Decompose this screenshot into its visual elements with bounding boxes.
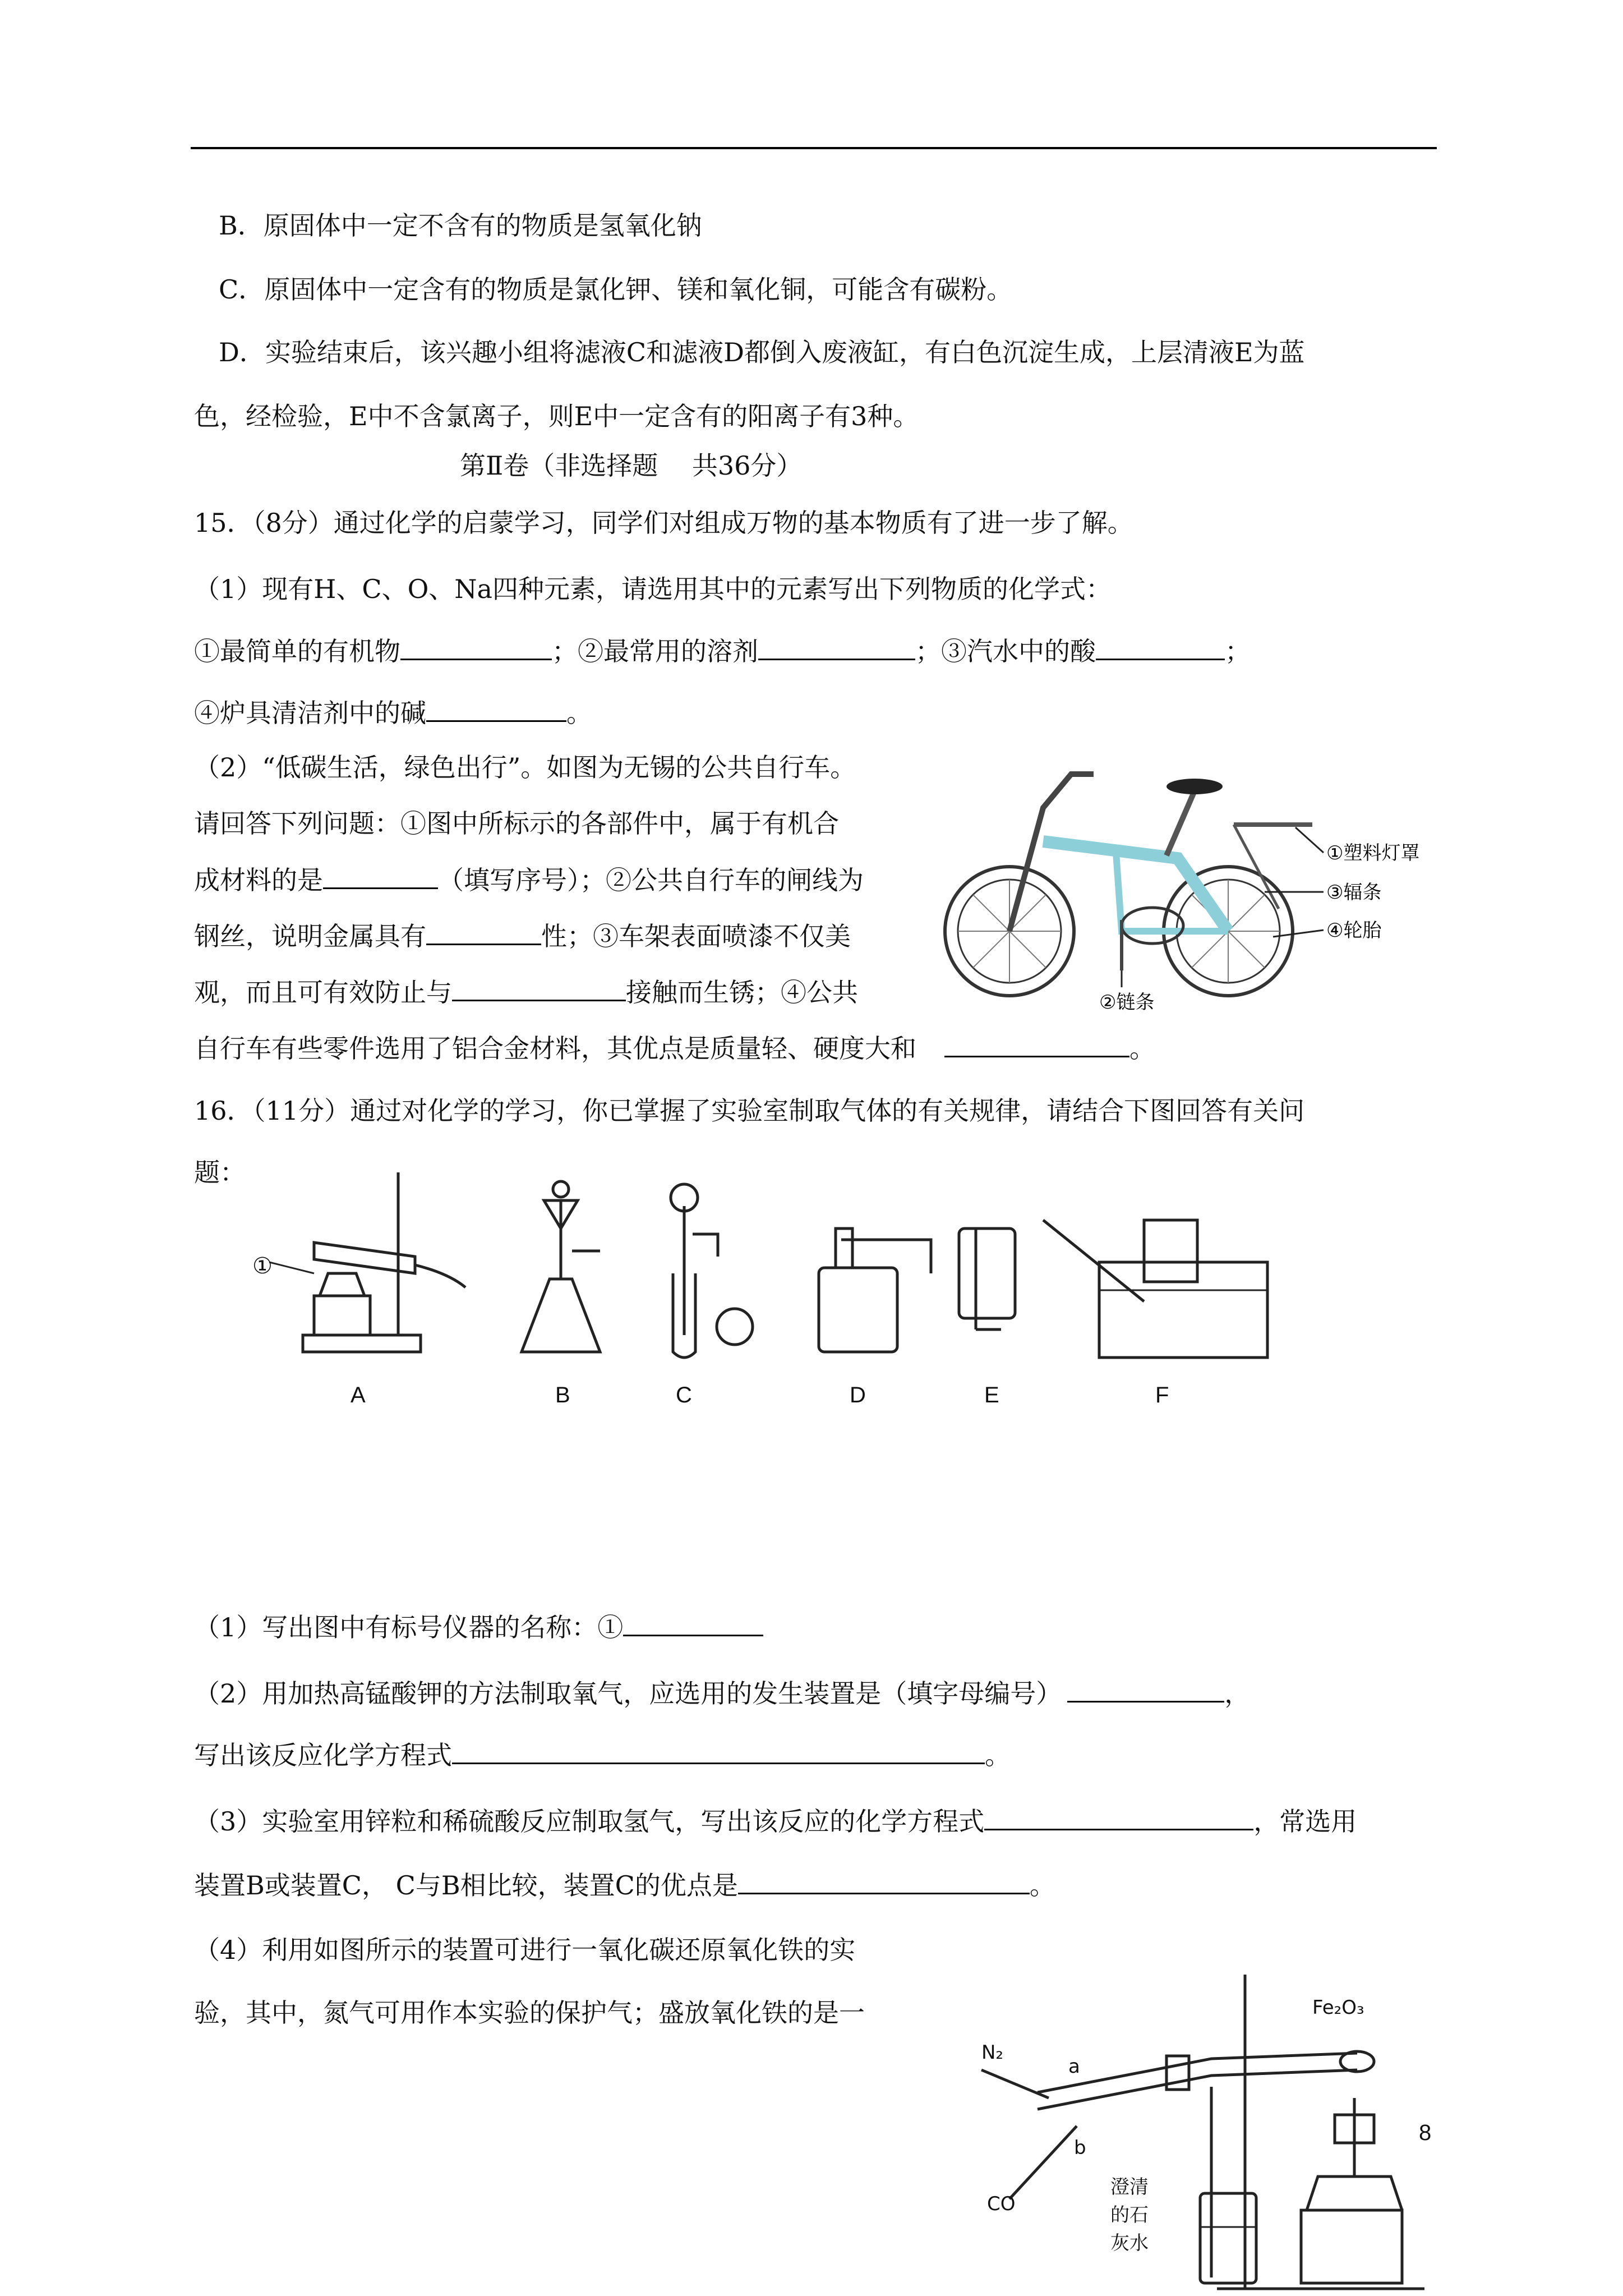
answer-blank[interactable] (944, 1031, 1129, 1057)
answer-blank[interactable] (1067, 1676, 1224, 1703)
q14-option-d-line2: 色，经检验，E中不含氯离子，则E中一定含有的阳离子有3种。 (194, 401, 919, 431)
co-label-n2: N₂ (981, 2041, 1004, 2064)
q15-title: 15．（8分）通过化学的启蒙学习，同学们对组成万物的基本物质有了进一步了解。 (194, 508, 1133, 538)
q16-title-line2: 题： (194, 1157, 246, 1188)
page-number: 8 (1419, 2120, 1432, 2145)
q14-option-b: B．原固体中一定不含有的物质是氢氧化钠 (219, 210, 702, 241)
q15-part1-blanks: ①最简单的有机物 ；②最常用的溶剂 ；③汽水中的酸 ； (194, 634, 1251, 668)
apparatus-label-f: F (1155, 1383, 1169, 1407)
co-label-a: a (1068, 2055, 1080, 2078)
bike-label-spoke: ③辐条 (1326, 881, 1382, 904)
q16-part1: （1）写出图中有标号仪器的名称：① (194, 1610, 763, 1644)
q15-part1: （1）现有H、C、O、Na四种元素，请选用其中的元素写出下列物质的化学式： (194, 574, 1112, 604)
q15-part2-line3: 成材料的是 （填写序号）；②公共自行车的闸线为 (194, 863, 864, 897)
answer-blank[interactable] (452, 1738, 985, 1764)
answer-blank[interactable] (323, 863, 438, 889)
apparatus-label-b: B (555, 1383, 570, 1407)
answer-blank[interactable] (1096, 634, 1225, 660)
q16-title-line1: 16．（11分）通过对化学的学习，你已掌握了实验室制取气体的有关规律，请结合下图回答有关问 (194, 1096, 1305, 1126)
q15-part2-line4: 钢丝，说明金属具有 性；③车架表面喷漆不仅美 (194, 919, 851, 953)
header-rule (191, 147, 1437, 149)
answer-blank[interactable] (426, 919, 541, 945)
q16-part4-line1: （4）利用如图所示的装置可进行一氧化碳还原氧化铁的实 (194, 1935, 856, 1965)
q15-part1-d: ④炉具清洁剂中的碱 。 (194, 696, 592, 730)
q15-part2-line1: （2）“低碳生活，绿色出行”。如图为无锡的公共自行车。 (194, 752, 856, 783)
q14-option-d-line1: D．实验结束后，该兴趣小组将滤液C和滤液D都倒入废液缸，有白色沉淀生成，上层清液E为蓝 (219, 337, 1305, 367)
co-label-co: CO (987, 2193, 1016, 2215)
q16-part2-line1: （2）用加热高锰酸钾的方法制取氧气，应选用的发生装置是（填字母编号） ， (194, 1676, 1250, 1710)
section-title: 第Ⅱ卷（非选择题 共36分） (460, 450, 803, 481)
q15-part2-line6: 自行车有些零件选用了铝合金材料，其优点是质量轻、硬度大和 。 (194, 1031, 1155, 1065)
co-label-lime3: 灰水 (1110, 2232, 1149, 2254)
co-label-fe2o3: Fe₂O₃ (1312, 1996, 1364, 2019)
apparatus-label-c: C (676, 1383, 692, 1407)
bike-label-chain: ②链条 (1099, 991, 1155, 1014)
answer-blank[interactable] (426, 696, 566, 722)
answer-blank[interactable] (738, 1868, 1030, 1894)
bike-label-lamp: ①塑料灯罩 (1326, 842, 1420, 864)
apparatus-figure (230, 1167, 1295, 1414)
q15-part2-line2: 请回答下列问题：①图中所标示的各部件中，属于有机合 (194, 808, 839, 839)
q16-part3-line2: 装置B或装置C， C与B相比较，装置C的优点是 。 (194, 1868, 1055, 1902)
co-reduction-figure (965, 1963, 1436, 2296)
q16-part4-line2: 验，其中，氮气可用作本实验的保护气；盛放氧化铁的是一 (194, 1998, 865, 2028)
co-label-lime2: 的石 (1110, 2204, 1149, 2226)
apparatus-label-d: D (850, 1383, 866, 1407)
q14-option-c: C．原固体中一定含有的物质是氯化钾、镁和氧化铜，可能含有碳粉。 (219, 274, 1013, 305)
answer-blank[interactable] (758, 634, 915, 660)
q16-part2-line2: 写出该反应化学方程式 。 (194, 1738, 1011, 1772)
answer-blank[interactable] (623, 1610, 763, 1636)
apparatus-label-e: E (984, 1383, 999, 1407)
apparatus-label-a: A (351, 1383, 366, 1407)
bicycle-figure (931, 752, 1436, 1021)
apparatus-pointer-label: ① (252, 1254, 273, 1278)
co-label-b: b (1074, 2137, 1086, 2159)
answer-blank[interactable] (984, 1804, 1253, 1830)
co-label-lime1: 澄清 (1110, 2176, 1149, 2198)
bike-label-tire: ④轮胎 (1326, 919, 1382, 942)
q15-part2-line5: 观，而且可有效防止与 接触而生锈；④公共 (194, 975, 858, 1009)
answer-blank[interactable] (452, 975, 626, 1001)
q16-part3-line1: （3）实验室用锌粒和稀硫酸反应制取氢气，写出该反应的化学方程式 ，常选用 (194, 1804, 1357, 1838)
answer-blank[interactable] (400, 634, 552, 660)
